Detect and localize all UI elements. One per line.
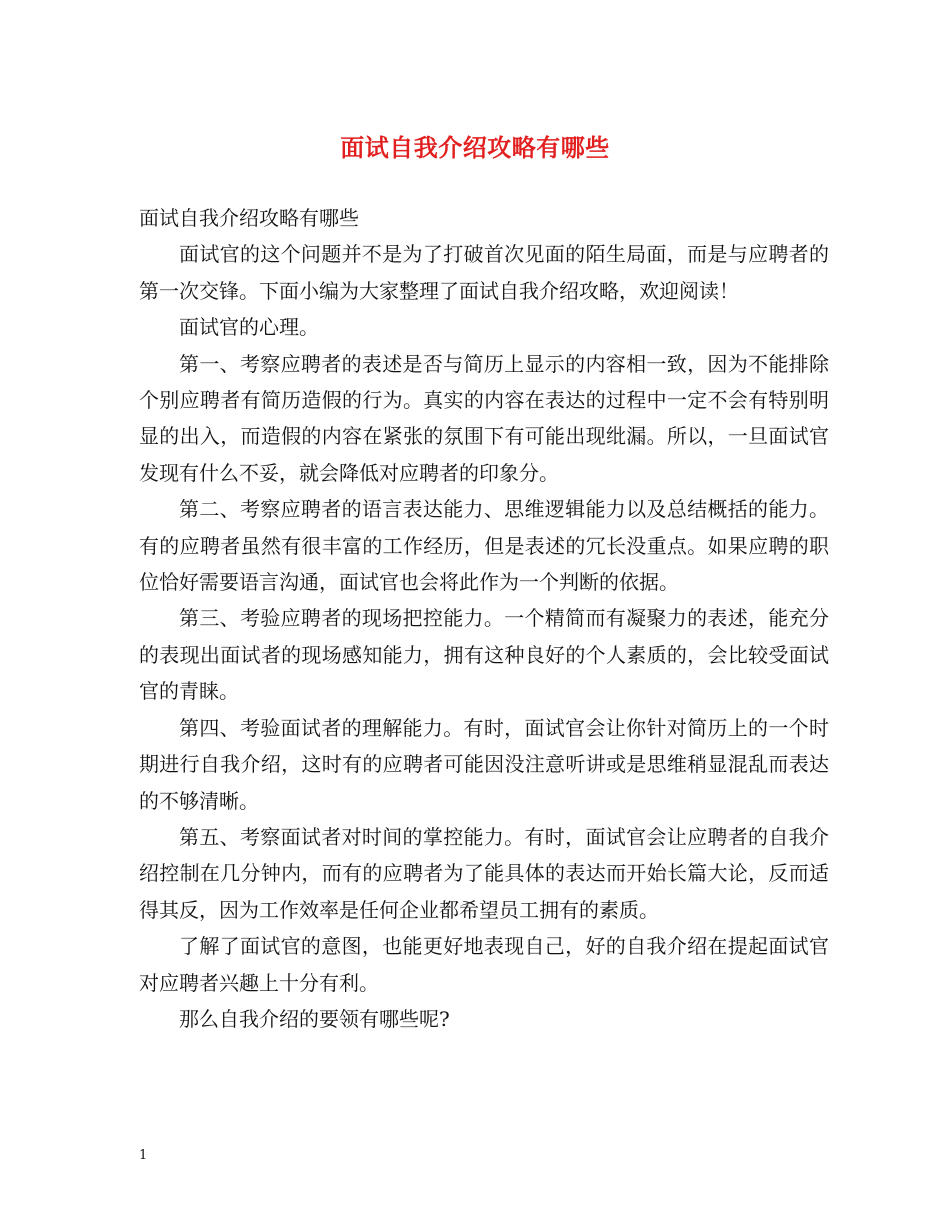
document-body [139,200,829,1037]
intro-paragraph: 面试官的这个问题并不是为了打破首次见面的陌生局面，而是与应聘者的第一次交锋。下面小编为大家整理了面试自我介绍攻略，欢迎阅读！ [139,242,829,303]
point-one-paragraph: 第一、考察应聘者的表述是否与简历上显示的内容相一致，因为不能排除个别应聘者有简历造假的行为。真实的内容在表达的过程中一定不会有特别明显的出入，而造假的内容在紧张的氛围下有可能出现纰漏。所以，一旦面试官发现有什么不妥，就会降低对应聘者的印象分。 [139,351,829,485]
document-title: 面试自我介绍攻略有哪些 [340,133,610,162]
point-three-paragraph: 第三、考验应聘者的现场把控能力。一个精简而有凝聚力的表述，能充分的表现出面试者的现场感知能力，拥有这种良好的个人素质的，会比较受面试官的青睐。 [139,606,829,704]
page-number: 1 [139,1148,148,1163]
point-two-paragraph: 第二、考察应聘者的语言表达能力、思维逻辑能力以及总结概括的能力。有的应聘者虽然有很丰富的工作经历，但是表述的冗长没重点。如果应聘的职位恰好需要语言沟通，面试官也会将此作为一个判断的依据。 [139,497,829,595]
summary-paragraph: 了解了面试官的意图，也能更好地表现自己，好的自我介绍在提起面试官对应聘者兴趣上十分有利。 [139,934,829,995]
subtitle-paragraph: 面试自我介绍攻略有哪些 [139,206,359,230]
section-heading-paragraph: 面试官的心理。 [179,315,319,340]
point-four-paragraph: 第四、考验面试者的理解能力。有时，面试官会让你针对简历上的一个时期进行自我介绍，这时有的应聘者可能因没注意听讲或是思维稍显混乱而表达的不够清晰。 [139,715,829,813]
question-paragraph: 那么自我介绍的要领有哪些呢? [179,1006,450,1031]
point-five-paragraph: 第五、考察面试者对时间的掌控能力。有时，面试官会让应聘者的自我介绍控制在几分钟内，而有的应聘者为了能具体的表达而开始长篇大论，反而适得其反，因为工作效率是任何企业都希望员工拥有的素质。 [139,824,829,922]
